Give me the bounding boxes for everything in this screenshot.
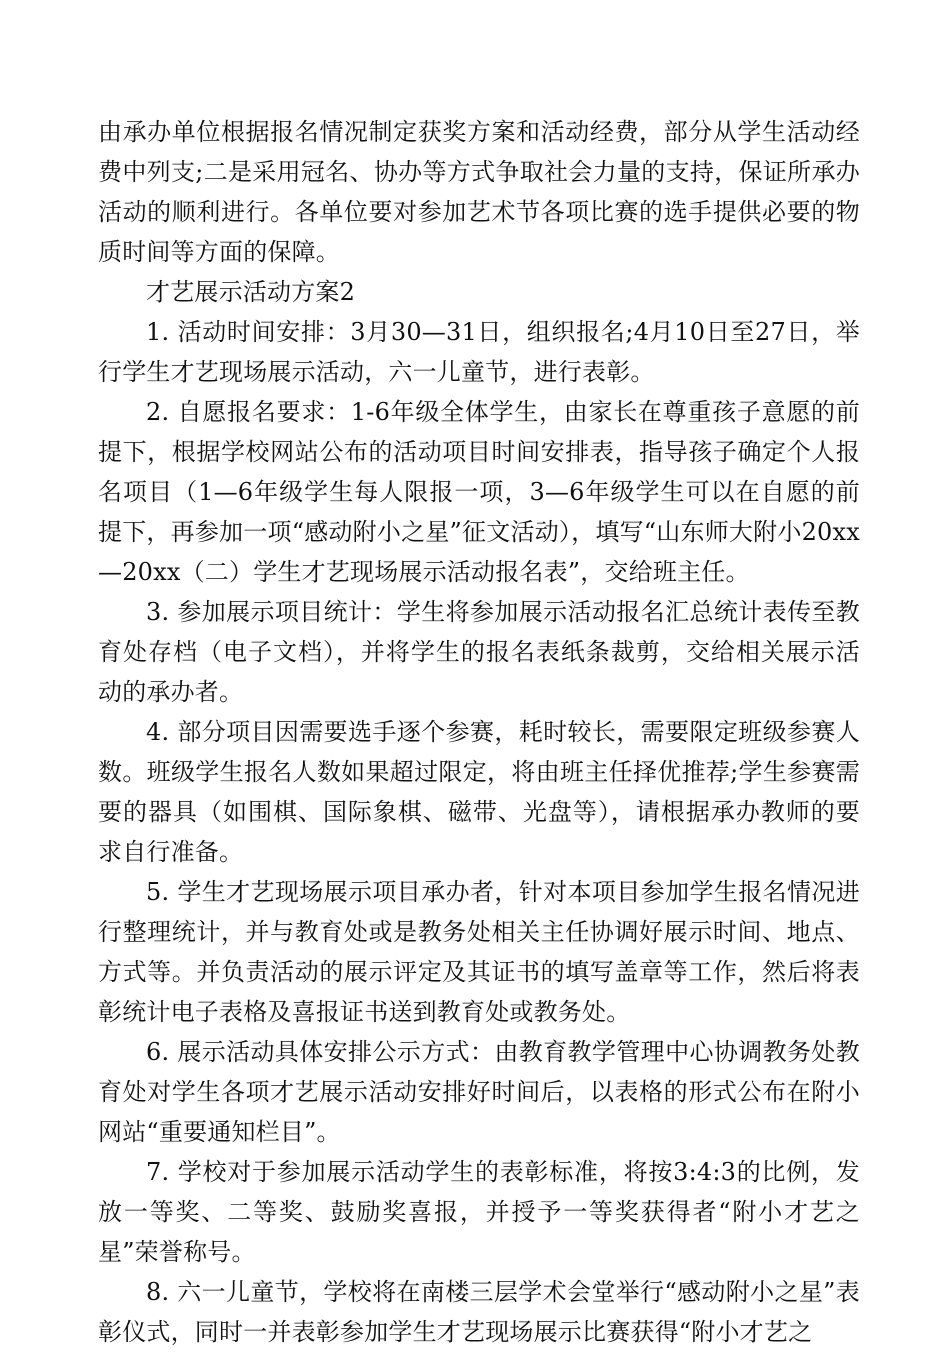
document-body — [98, 112, 860, 1352]
paragraph-item-1: 1. 活动时间安排：3月30—31日，组织报名;4月10日至27日，举行学生才艺现场展示活动，六一儿童节，进行表彰。 — [98, 318, 860, 386]
paragraph-item-3: 3. 参加展示项目统计：学生将参加展示活动报名汇总统计表传至教育处存档（电子文档），并将学生的报名表纸条裁剪，交给相关展示活动的承办者。 — [98, 598, 860, 706]
paragraph-item-5: 5. 学生才艺现场展示项目承办者，针对本项目参加学生报名情况进行整理统计，并与教育处或是教务处相关主任协调好展示时间、地点、方式等。并负责活动的展示评定及其证书的填写盖章等工作，然后将表彰统计电子表格及喜报证书送到教育处或教务处。 — [98, 878, 860, 1026]
paragraph-continuation: 由承办单位根据报名情况制定获奖方案和活动经费，部分从学生活动经费中列支;二是采用冠名、协办等方式争取社会力量的支持，保证所承办活动的顺利进行。各单位要对参加艺术节各项比赛的选手提供必要的物质时间等方面的保障。 — [98, 118, 860, 266]
paragraph-item-2: 2. 自愿报名要求：1-6年级全体学生，由家长在尊重孩子意愿的前提下，根据学校网站公布的活动项目时间安排表，指导孩子确定个人报名项目（1—6年级学生每人限报一项，3—6年级学生可以在自愿的前提下，再参加一项“感动附小之星”征文活动），填写“山东师大附小20xx—20xx（二）学生才艺现场展示活动报名表”，交给班主任。 — [98, 398, 860, 586]
paragraph-item-4: 4. 部分项目因需要选手逐个参赛，耗时较长，需要限定班级参赛人数。班级学生报名人数如果超过限定，将由班主任择优推荐;学生参赛需要的器具（如围棋、国际象棋、磁带、光盘等），请根据承办教师的要求自行准备。 — [98, 718, 860, 866]
paragraph-item-7: 7. 学校对于参加展示活动学生的表彰标准，将按3:4:3的比例，发放一等奖、二等奖、鼓励奖喜报，并授予一等奖获得者“附小才艺之星”荣誉称号。 — [98, 1158, 860, 1266]
paragraph-item-6: 6. 展示活动具体安排公示方式：由教育教学管理中心协调教务处教育处对学生各项才艺展示活动安排好时间后，以表格的形式公布在附小网站“重要通知栏目”。 — [98, 1038, 860, 1146]
section-heading: 才艺展示活动方案2 — [146, 278, 356, 306]
paragraph-item-8: 8. 六一儿童节，学校将在南楼三层学术会堂举行“感动附小之星”表彰仪式，同时一并表彰参加学生才艺现场展示比赛获得“附小才艺之 — [98, 1278, 860, 1346]
